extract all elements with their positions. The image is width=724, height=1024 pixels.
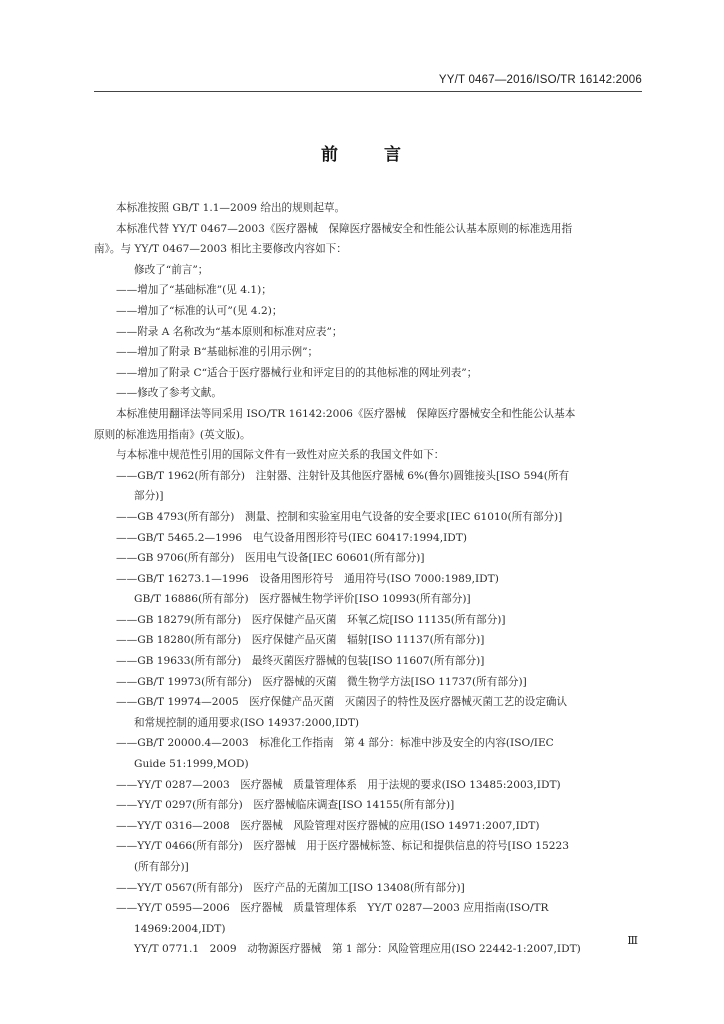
list-item: ——增加了“标准的认可”(见 4.2)；: [116, 304, 283, 317]
page-number: Ⅲ: [627, 934, 638, 947]
paragraph-line: 本标准使用翻译法等同采用 ISO/TR 16142:2006《医疗器械 保障医疗器械安全和性能公认基本: [116, 407, 576, 420]
list-item: ——GB/T 5465.2—1996 电气设备用图形符号(IEC 60417:1994,IDT): [116, 531, 467, 544]
paragraph-line: 本标准代替 YY/T 0467—2003《医疗器械 保障医疗器械安全和性能公认基本原则的标准选用指: [116, 222, 573, 235]
list-item-continuation: 14969:2004,IDT): [134, 922, 226, 935]
list-item: ——GB/T 16273.1—1996 设备用图形符号 通用符号(ISO 7000:1989,IDT): [116, 572, 499, 585]
list-item: ——GB/T 19974—2005 医疗保健产品灭菌 灭菌因子的特性及医疗器械灭菌工艺的设定确认: [116, 696, 568, 709]
list-item: GB/T 16886(所有部分) 医疗器械生物学评价[ISO 10993(所有部分)]: [134, 593, 471, 606]
paragraph-line: 修改了“前言”；: [134, 263, 209, 276]
list-item: ——YY/T 0297(所有部分) 医疗器械临床调查[ISO 14155(所有部分)]: [116, 799, 455, 812]
list-item-continuation: 部分)]: [134, 490, 164, 503]
list-item: ——GB/T 19973(所有部分) 医疗器械的灭菌 微生物学方法[ISO 11737(所有部分)]: [116, 675, 527, 688]
list-item: ——YY/T 0567(所有部分) 医疗产品的无菌加工[ISO 13408(所有部分)]: [116, 881, 465, 894]
paragraph-line: 南》。与 YY/T 0467—2003 相比主要修改内容如下：: [94, 243, 347, 256]
document-id-header: YY/T 0467—2016/ISO/TR 16142:2006: [438, 74, 642, 86]
list-item: ——YY/T 0287—2003 医疗器械 质量管理体系 用于法规的要求(ISO 13485:2003,IDT): [116, 778, 561, 791]
list-item: ——增加了“基础标准”(见 4.1)；: [116, 284, 272, 297]
list-item-continuation: 和常规控制的通用要求(ISO 14937:2000,IDT): [134, 716, 360, 729]
title-char-1: 前: [321, 145, 340, 165]
list-item: ——GB 18279(所有部分) 医疗保健产品灭菌 环氧乙烷[ISO 11135(所有部分)]: [116, 613, 506, 626]
header-divider: [94, 91, 642, 92]
foreword-body: [94, 198, 642, 960]
list-item: ——GB 19633(所有部分) 最终灭菌医疗器械的包装[ISO 11607(所有部分)]: [116, 655, 485, 668]
list-item: ——YY/T 0466(所有部分) 医疗器械 用于医疗器械标签、标记和提供信息的符号[ISO 15223: [116, 840, 569, 853]
list-item: YY/T 0771.1 2009 动物源医疗器械 第 1 部分：风险管理应用(ISO 22442-1:2007,IDT): [134, 943, 581, 956]
paragraph-line: 原则的标准选用指南》(英文版)。: [94, 428, 251, 441]
list-item-continuation: (所有部分)]: [134, 861, 189, 873]
list-item: ——GB/T 1962(所有部分) 注射器、注射针及其他医疗器械 6%(鲁尔)圆锥接头[ISO 594(所有: [116, 469, 570, 482]
list-item: ——GB 9706(所有部分) 医用电气设备[IEC 60601(所有部分)]: [116, 552, 425, 565]
list-item: ——GB 18280(所有部分) 医疗保健产品灭菌 辐射[ISO 11137(所有部分)]: [116, 634, 485, 647]
list-item: ——修改了参考文献。: [116, 387, 222, 400]
page-title: [0, 140, 724, 165]
paragraph-line: 与本标准中规范性引用的国际文件有一致性对应关系的我国文件如下：: [116, 449, 445, 462]
list-item: ——增加了附录 B“基础标准的引用示例”；: [116, 346, 319, 359]
list-item: ——GB 4793(所有部分) 测量、控制和实验室用电气设备的安全要求[IEC 61010(所有部分)]: [116, 510, 563, 523]
list-item-continuation: Guide 51:1999,MOD): [134, 758, 249, 771]
list-item: ——GB/T 20000.4—2003 标准化工作指南 第 4 部分：标准中涉及安全的内容(ISO/IEC: [116, 737, 554, 750]
list-item: ——增加了附录 C“适合于医疗器械行业和评定目的的其他标准的网址列表”；: [116, 366, 478, 379]
title-char-2: 言: [384, 145, 403, 165]
paragraph-line: 本标准按照 GB/T 1.1—2009 给出的规则起草。: [116, 202, 346, 214]
list-item: ——YY/T 0595—2006 医疗器械 质量管理体系 YY/T 0287—2003 应用指南(ISO/TR: [116, 902, 549, 915]
list-item: ——YY/T 0316—2008 医疗器械 风险管理对医疗器械的应用(ISO 14971:2007,IDT): [116, 819, 540, 832]
list-item: ——附录 A 名称改为“基本原则和标准对应表”；: [116, 325, 343, 338]
